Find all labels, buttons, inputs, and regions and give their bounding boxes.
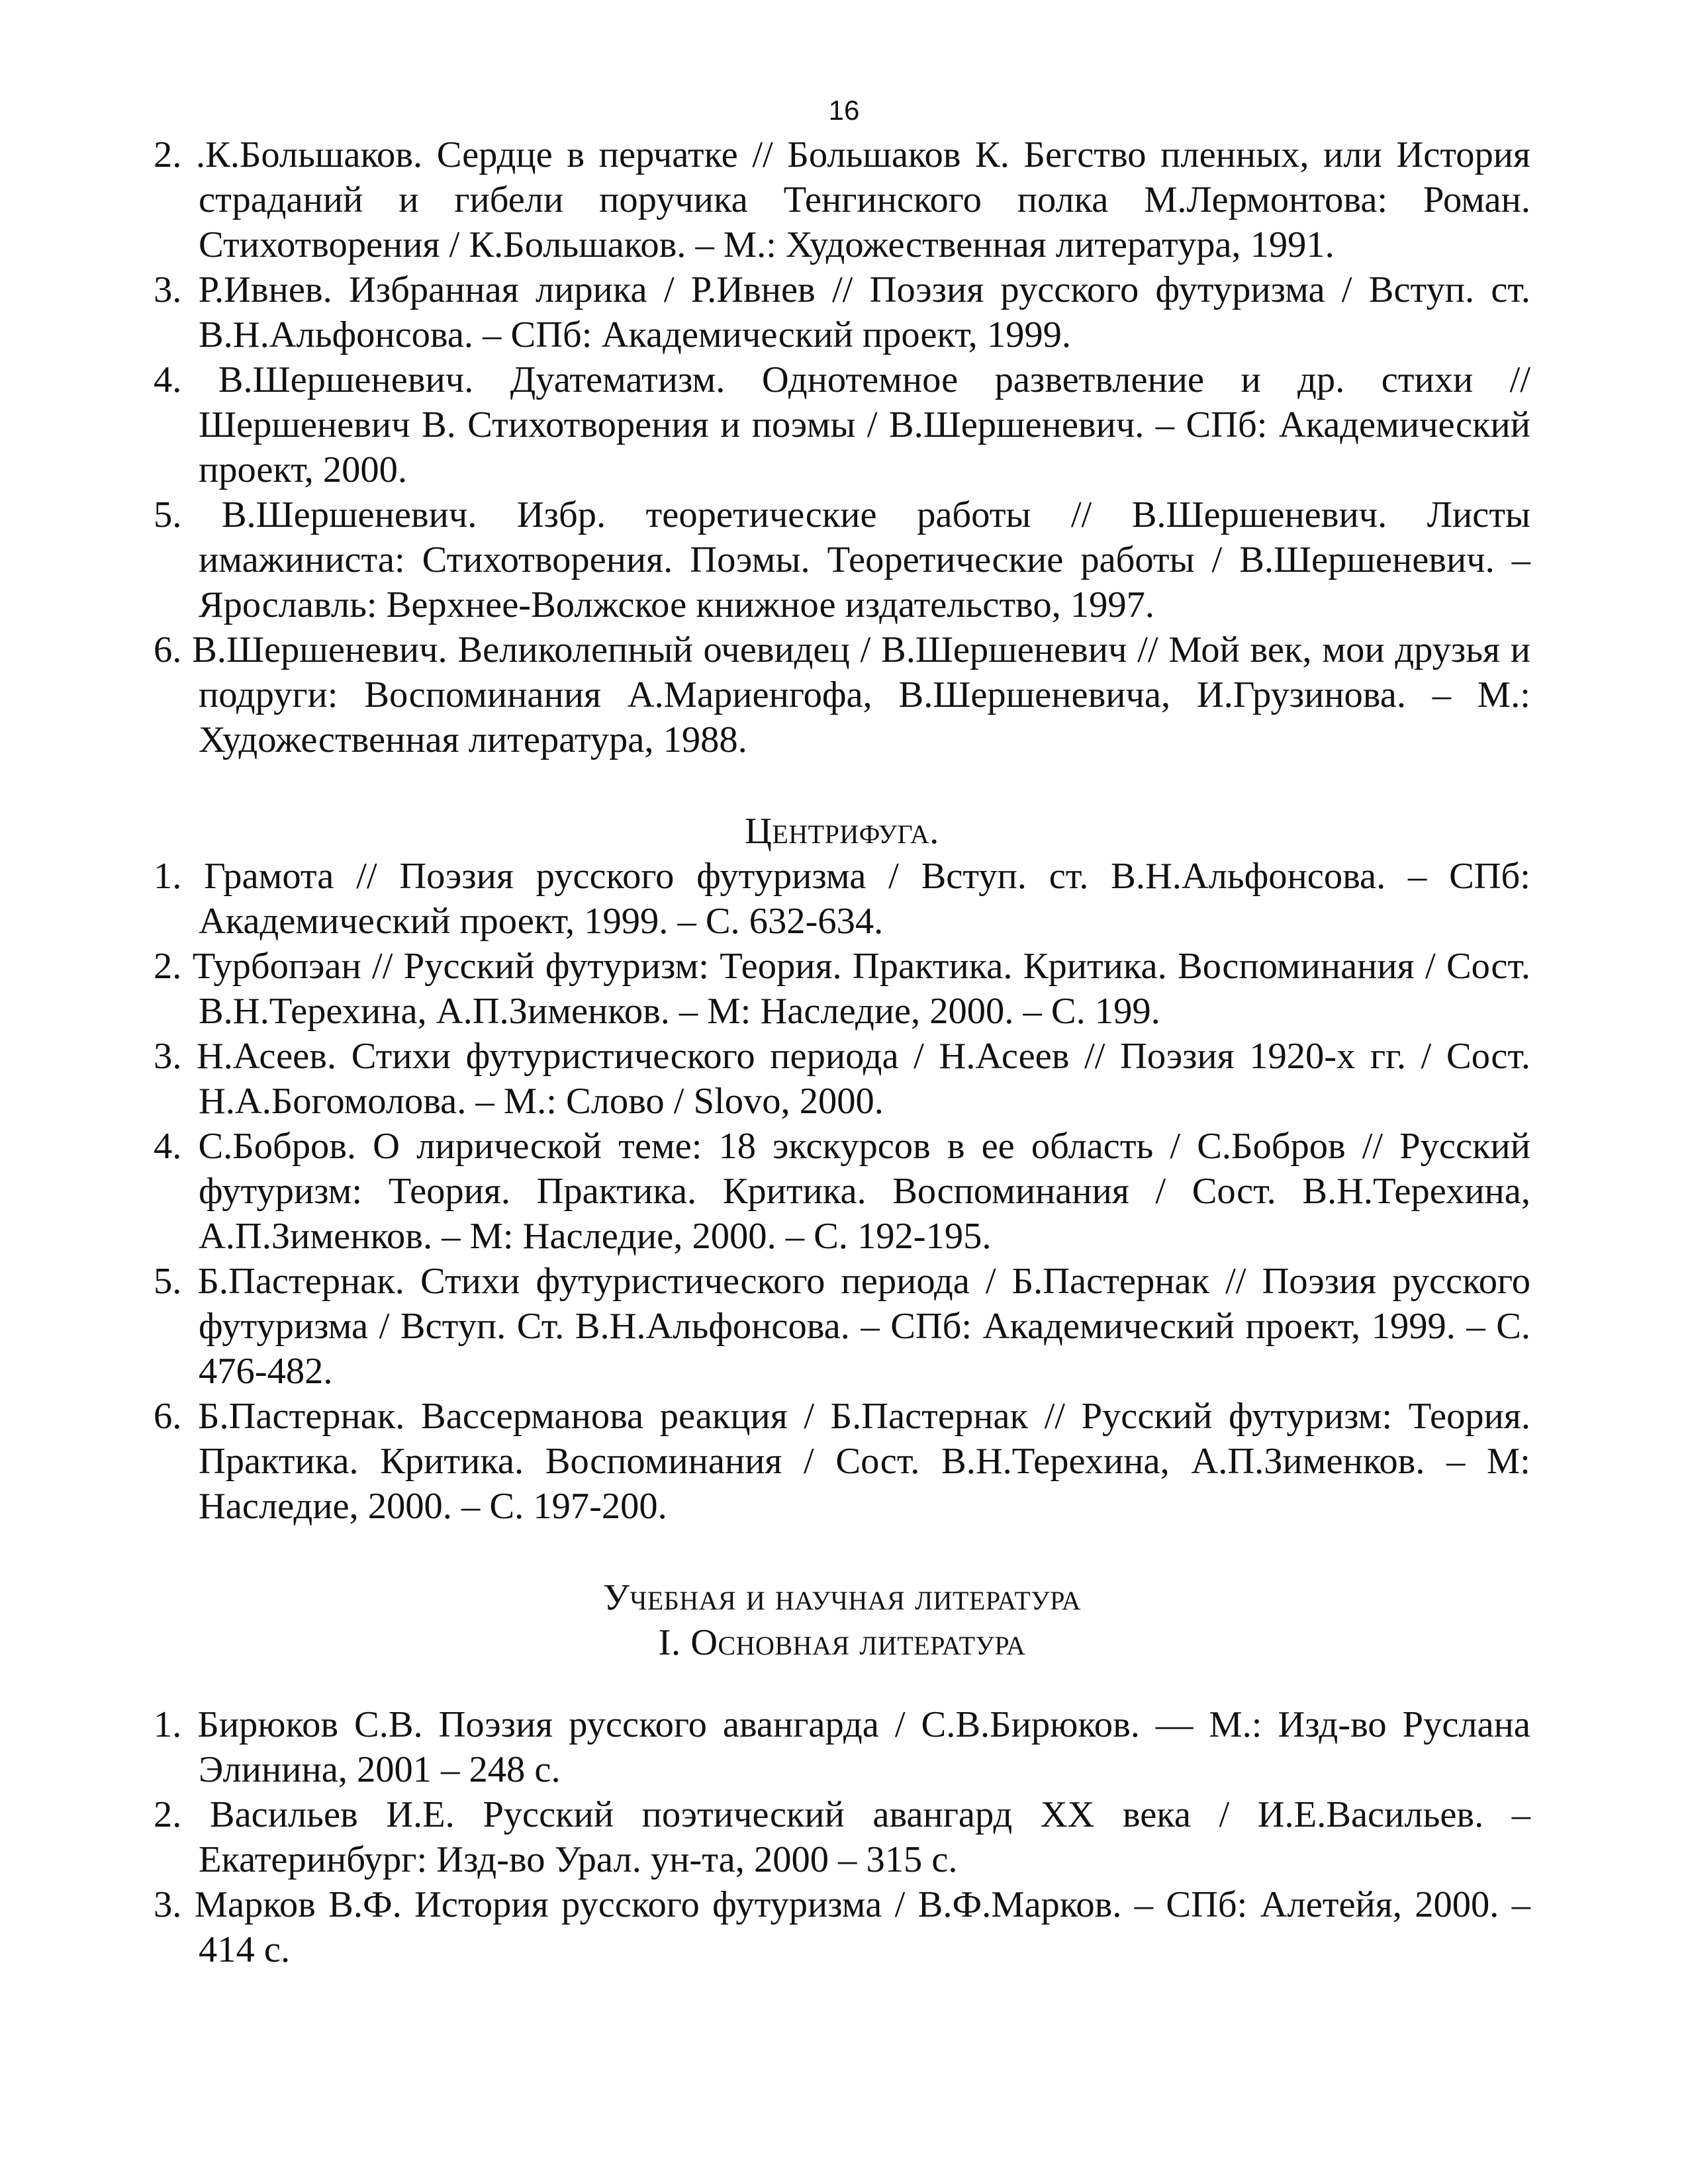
page-content [154,132,1530,1972]
section-heading-centrifuga: Центрифуга. [745,811,939,852]
bibliography-entry: 5. В.Шершеневич. Избр. теоретические работы // В.Шершеневич. Листы имажиниста: Стихотворения. Поэмы. Теоретические работы / В.Шершеневич. – Ярославль: Верхнее-Волжское книжное издательство, 1997. [154,494,1530,625]
section-centrifuga [154,809,1530,1529]
bibliography-entry: 3. Р.Ивнев. Избранная лирика / Р.Ивнев // Поэзия русского футуризма / Вступ. ст. В.Н.Альфонсова. – СПб: Академический проект, 1999. [154,269,1530,355]
bibliography-entry: 2. .К.Большаков. Сердце в перчатке // Большаков К. Бегство пленных, или История страданий и гибели поручика Тенгинского полка М.Лермонтова: Роман. Стихотворения / К.Большаков. – М.: Художественная литература, 1991. [154,134,1530,265]
bibliography-entry: 4. В.Шершеневич. Дуатематизм. Однотемное разветвление и др. стихи // Шершеневич В. Стихотворения и поэмы / В.Шершеневич. – СПб: Академический проект, 2000. [154,359,1530,490]
bibliography-entry: 1. Грамота // Поэзия русского футуризма / Вступ. ст. В.Н.Альфонсова. – СПб: Академический проект, 1999. – С. 632-634. [154,856,1530,942]
bibliography-entry: 5. Б.Пастернак. Стихи футуристического периода / Б.Пастернак // Поэзия русского футуризма / Вступ. Ст. В.Н.Альфонсова. – СПб: Академический проект, 1999. – С. 476-482. [154,1261,1530,1392]
bibliography-entry: 3. Марков В.Ф. История русского футуризма / В.Ф.Марков. – СПб: Алетейя, 2000. – 414 с. [154,1884,1530,1970]
bibliography-entry: 2. Васильев И.Е. Русский поэтический авангард XX века / И.Е.Васильев. – Екатеринбург: Изд-во Урал. ун-та, 2000 – 315 с. [154,1794,1530,1880]
bibliography-list-continued [154,132,1530,762]
bibliography-entry: 3. Н.Асеев. Стихи футуристического периода / Н.Асеев // Поэзия 1920-х гг. / Сост. Н.А.Богомолова. – М.: Слово / Slovo, 2000. [154,1036,1530,1122]
page-number: 16 [828,95,860,126]
subsection-heading-main-literature: I. Основная литература [658,1622,1026,1663]
bibliography-entry: 6. Б.Пастернак. Вассерманова реакция / Б.Пастернак // Русский футуризм: Теория. Практика. Критика. Воспоминания / Сост. В.Н.Терехина, А.П.Зименков. – М: Наследие, 2000. – С. 197-200. [154,1396,1530,1527]
bibliography-entry: 1. Бирюков С.В. Поэзия русского авангарда / С.В.Бирюков. — М.: Изд-во Руслана Элинина, 2001 – 248 с. [154,1704,1530,1790]
bibliography-entry: 6. В.Шершеневич. Великолепный очевидец / В.Шершеневич // Мой век, мои друзья и подруги: Воспоминания А.Мариенгофа, В.Шершеневича, И.Грузинова. – М.: Художественная литература, 1988. [154,629,1530,760]
bibliography-entry: 4. С.Бобров. О лирической теме: 18 экскурсов в ее область / С.Бобров // Русский футуризм: Теория. Практика. Критика. Воспоминания / Сост. В.Н.Терехина, А.П.Зименков. – М: Наследие, 2000. – С. 192-195. [154,1126,1530,1257]
section-study-literature [154,1575,1530,1972]
bibliography-entry: 2. Турбопэан // Русский футуризм: Теория. Практика. Критика. Воспоминания / Сост. В.Н.Терехина, А.П.Зименков. – М: Наследие, 2000. – С. 199. [154,946,1530,1032]
section-heading-study-literature: Учебная и научная литература [602,1577,1082,1618]
